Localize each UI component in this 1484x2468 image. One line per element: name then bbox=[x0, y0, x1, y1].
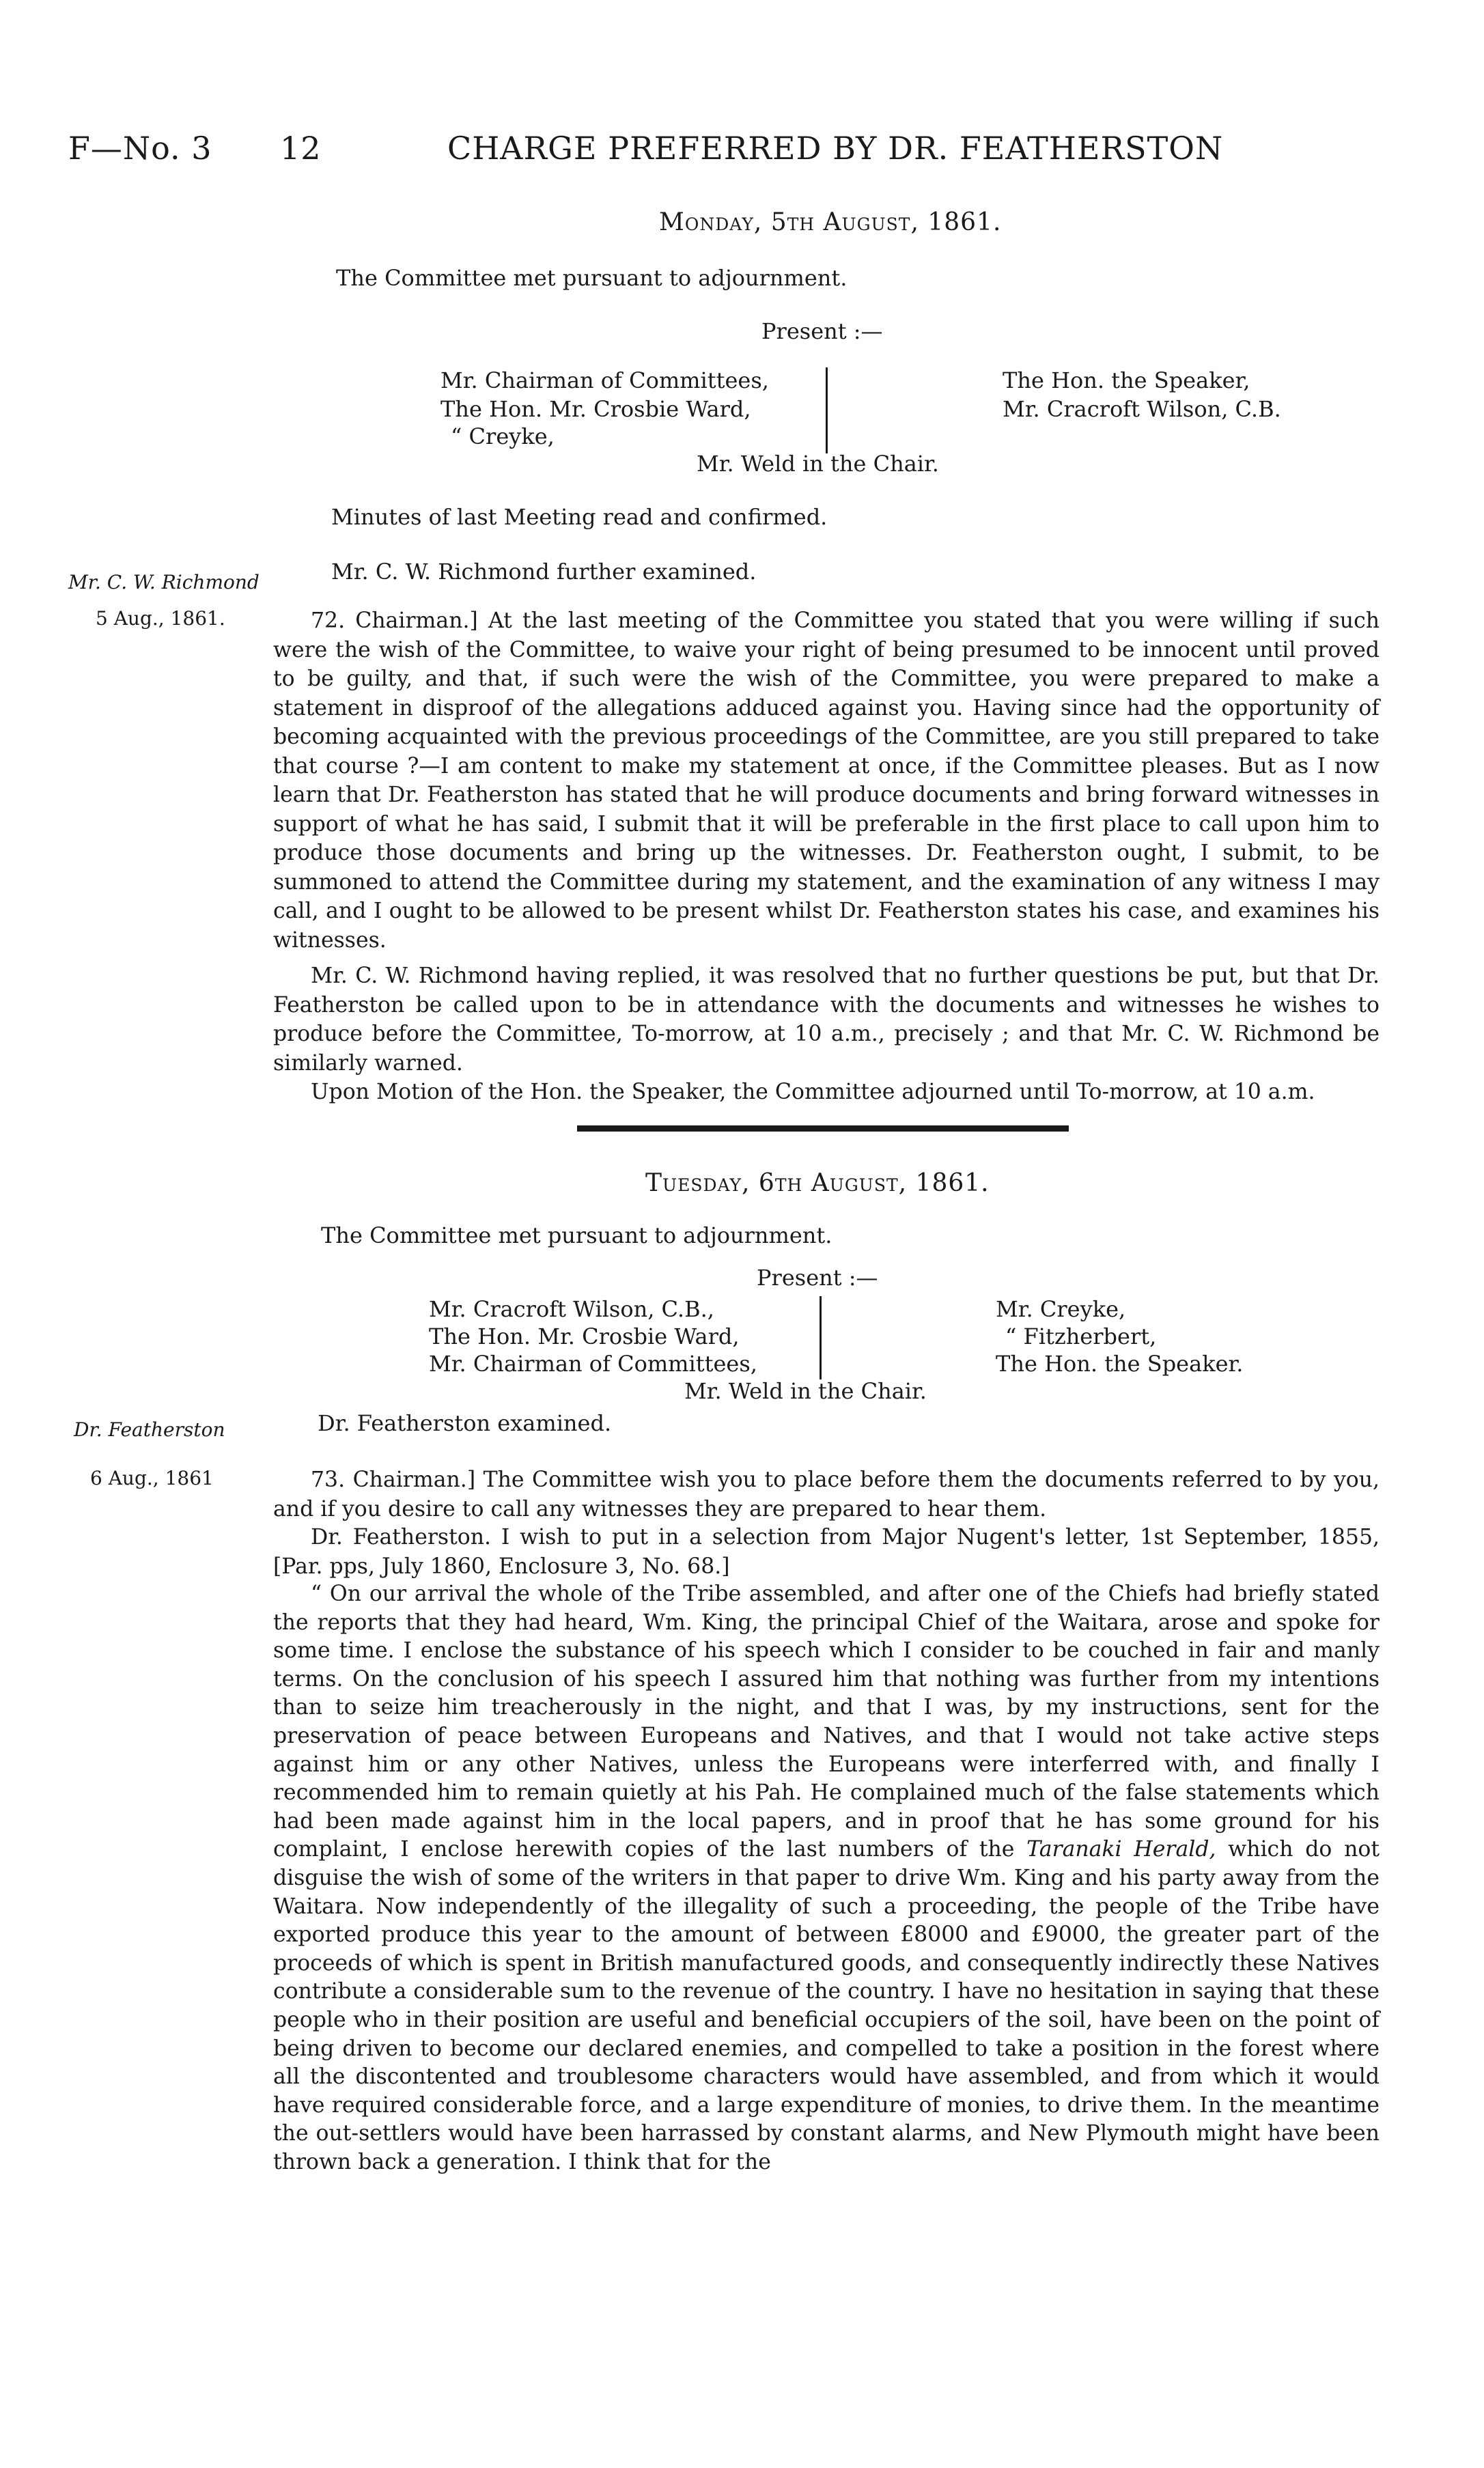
page-title: CHARGE PREFERRED BY DR. FEATHERSTON bbox=[447, 130, 1224, 167]
question-72-label: 72. Chairman.] bbox=[311, 608, 478, 633]
members-divider bbox=[826, 367, 828, 453]
question-73-label: 73. Chairman.] bbox=[311, 1468, 476, 1492]
meeting1-member-right-1: The Hon. the Speaker, bbox=[1003, 367, 1250, 393]
meeting1-chair: Mr. Weld in the Chair. bbox=[697, 451, 939, 477]
members-divider bbox=[820, 1296, 822, 1379]
margin-witness-date-2: 6 Aug., 1861 bbox=[90, 1467, 214, 1489]
margin-witness-name-2: Dr. Featherston bbox=[74, 1418, 225, 1441]
letter-part-2: which do not disguise the wish of some of the writers in that paper to drive Wm. King and his party away from the Waitara. Now independently of the illegality of such a proceeding, the people of the Tribe have exported produce this year to the amount of between £8000 and £9000, the greater part of the proceeds of which is spent in British manufactured goods, and consequently indirectly these Natives contribute a considerable sum to the revenue of the country. I have no hesitation in saying that these people who in their position are useful and beneficial occupiers of the soil, have been on the point of being driven to become our declared enemies, and compelled to take a position in the forest where all the discontented and troublesome characters would have assembled, and from which it would have required considerable force, and a large expenditure of monies, to drive them. In the meantime the out-settlers would have been harrassed by constant alarms, and New Plymouth might have been thrown back a generation. I think that for the bbox=[273, 1837, 1380, 2174]
meeting2-member-right-2: “ Fitzherbert, bbox=[1005, 1323, 1157, 1349]
meeting1-intro: The Committee met pursuant to adjournment. bbox=[336, 265, 848, 291]
meeting1-member-left-1: Mr. Chairman of Committees, bbox=[440, 367, 769, 393]
letter-part-1: “ On our arrival the whole of the Tribe assembled, and after one of the Chiefs had briefly stated the reports that they had heard, Wm. King, the principal Chief of the Waitara, arose and spoke for some time. I enclose the substance of his speech which I consider to be couched in fair and manly terms. On the conclusion of his speech I assured him that nothing was further from my intentions than to seize him treacherously in the night, and that I was, by my instructions, sent for the preservation of peace between Europeans and Natives, and that I would not take active steps against him or any other Natives, unless the Europeans were interferred with, and finally I recommended him to remain quietly at his Pah. He complained much of the false statements which had been made against him in the local papers, and in proof that he has some ground for his complaint, I enclose herewith copies of the last numbers of the bbox=[273, 1582, 1380, 1862]
meeting1-witness-line: Mr. C. W. Richmond further examined. bbox=[331, 559, 757, 585]
meeting1-resolution: Mr. C. W. Richmond having replied, it was resolved that no further questions be put, but that Dr. Featherston be called upon to be in attendance with the documents and witnesses he wishes to produce before the Committee, To-morrow, at 10 a.m., precisely ; and that Mr. C. W. Richmond be similarly warned. bbox=[273, 964, 1380, 1076]
meeting2-member-left-2: The Hon. Mr. Crosbie Ward, bbox=[429, 1323, 740, 1349]
meeting1-adjourn: Upon Motion of the Hon. the Speaker, the Committee adjourned until To-morrow, at 10 a.m. bbox=[311, 1080, 1315, 1104]
meeting2-chair: Mr. Weld in the Chair. bbox=[684, 1378, 927, 1404]
meeting2-present-label: Present :— bbox=[757, 1265, 878, 1291]
margin-witness-name: Mr. C. W. Richmond bbox=[68, 571, 260, 593]
meeting2-intro: The Committee met pursuant to adjournment. bbox=[321, 1222, 832, 1248]
meeting1-member-right-2: Mr. Cracroft Wilson, C.B. bbox=[1003, 396, 1281, 422]
meeting2-member-left-3: Mr. Chairman of Committees, bbox=[429, 1351, 757, 1377]
meeting2-witness-line: Dr. Featherston examined. bbox=[318, 1410, 612, 1436]
meeting2-member-left-1: Mr. Cracroft Wilson, C.B., bbox=[429, 1296, 714, 1322]
question-73-text: The Committee wish you to place before them the documents referred to by you, and if you desire to call any witnesses they are prepared to hear them. bbox=[273, 1468, 1380, 1522]
meeting1-minutes: Minutes of last Meeting read and confirmed. bbox=[331, 504, 828, 530]
meeting2-date: Tuesday, 6th August, 1861. bbox=[645, 1169, 990, 1197]
meeting2-member-right-1: Mr. Creyke, bbox=[996, 1296, 1126, 1322]
meeting2-member-right-3: The Hon. the Speaker. bbox=[996, 1351, 1244, 1377]
answer-intro: Dr. Featherston. I wish to put in a selection from Major Nugent's letter, 1st September, 1855, [Par. pps, July 1860, Enclosure 3, No. 68.] bbox=[273, 1525, 1380, 1579]
question-72 bbox=[273, 606, 1380, 955]
meeting1-date: Monday, 5th August, 1861. bbox=[659, 208, 1002, 236]
newspaper-title: Taranaki Herald, bbox=[1026, 1837, 1216, 1862]
document-reference: F—No. 3 bbox=[68, 130, 212, 167]
meeting1-member-left-2: The Hon. Mr. Crosbie Ward, bbox=[440, 396, 751, 422]
quoted-letter bbox=[273, 1580, 1380, 2176]
question-72-text: At the last meeting of the Committee you stated that you were willing if such were the wish of the Committee, to waive your right of being presumed to be innocent until proved to be guilty, and that, if such were the wish of the Committee, you were prepared to make a statement in disproof of the allegations adduced against you. Having since had the opportunity of becoming acquainted with the previous proceedings of the Committee, are you still prepared to take that course ?—I am content to make my statement at once, if the Committee pleases. But as I now learn that Dr. Featherston has stated that he will produce documents and bring forward witnesses in support of what he has said, I submit that it will be preferable in the first place to call upon him to produce those documents and bring up the witnesses. Dr. Featherston ought, I submit, to be summoned to attend the Committee during my statement, and the examination of any witness I may call, and I ought to be allowed to be present whilst Dr. Featherston states his case, and examines his witnesses. bbox=[273, 608, 1380, 953]
margin-witness-date: 5 Aug., 1861. bbox=[96, 607, 225, 630]
meeting1-present-label: Present :— bbox=[761, 318, 883, 344]
question-73 bbox=[273, 1466, 1380, 1524]
page-number: 12 bbox=[280, 130, 322, 167]
meeting1-member-left-3: “ Creyke, bbox=[451, 423, 555, 449]
section-divider-rule bbox=[577, 1125, 1069, 1132]
